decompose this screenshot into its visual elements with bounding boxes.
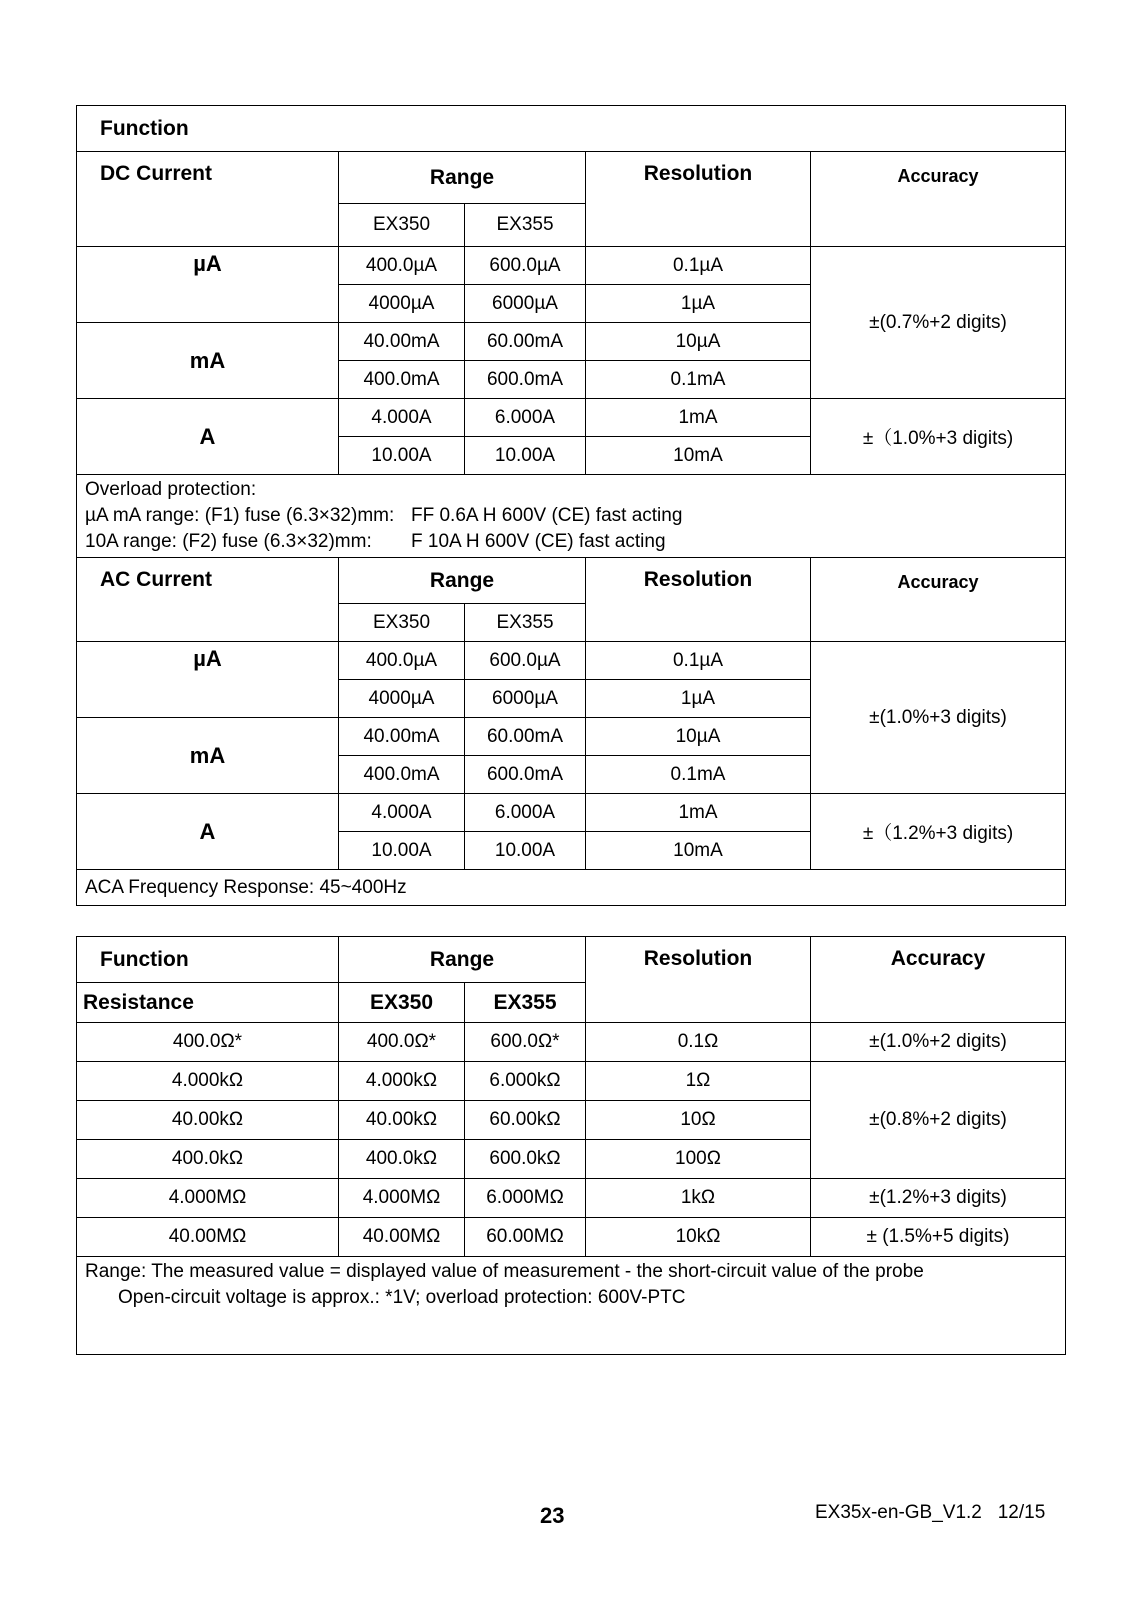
res-cell: 10kΩ <box>586 1218 811 1257</box>
ac-cell: 10.00A <box>339 832 465 870</box>
ac-model-ex355: EX355 <box>465 604 586 642</box>
res-cell: 600.0Ω* <box>465 1023 586 1062</box>
dc-unit-a: A <box>77 399 339 475</box>
dc-accuracy-header: Accuracy <box>811 152 1066 247</box>
res-cell: 40.00MΩ <box>77 1218 339 1257</box>
res-accuracy-2: ±(0.8%+2 digits) <box>811 1062 1066 1179</box>
dc-cell: 6.000A <box>465 399 586 437</box>
res-cell: 400.0Ω* <box>77 1023 339 1062</box>
res-cell: 1kΩ <box>586 1179 811 1218</box>
note-line: Range: The measured value = displayed value of measurement - the short-circuit value of the probe <box>85 1261 924 1282</box>
res-cell: 60.00MΩ <box>465 1218 586 1257</box>
dc-cell: 600.0mA <box>465 361 586 399</box>
res-cell: 60.00kΩ <box>465 1101 586 1140</box>
dc-unit-ua: µA <box>77 247 339 323</box>
res-cell: 100Ω <box>586 1140 811 1179</box>
ac-accuracy-header: Accuracy <box>811 558 1066 642</box>
ac-cell: 10mA <box>586 832 811 870</box>
ac-cell: 10µA <box>586 718 811 756</box>
ac-accuracy-1: ±(1.0%+3 digits) <box>811 642 1066 794</box>
range-header-2: Range <box>339 937 586 983</box>
ac-cell: 0.1µA <box>586 642 811 680</box>
ac-cell: 6000µA <box>465 680 586 718</box>
res-cell: 400.0Ω* <box>339 1023 465 1062</box>
dc-cell: 1mA <box>586 399 811 437</box>
resistance-note <box>77 1257 1066 1355</box>
ac-cell: 0.1mA <box>586 756 811 794</box>
resistance-spec-table <box>76 936 1066 1355</box>
ac-cell: 1µA <box>586 680 811 718</box>
res-accuracy-1: ±(1.0%+2 digits) <box>811 1023 1066 1062</box>
res-cell: 40.00kΩ <box>339 1101 465 1140</box>
dc-cell: 400.0µA <box>339 247 465 285</box>
dc-cell: 0.1mA <box>586 361 811 399</box>
function-header: Function <box>77 106 1066 152</box>
res-cell: 4.000kΩ <box>339 1062 465 1101</box>
dc-accuracy-2: ±（1.0%+3 digits) <box>811 399 1066 475</box>
dc-cell: 10µA <box>586 323 811 361</box>
dc-cell: 10.00A <box>465 437 586 475</box>
dc-resolution-header: Resolution <box>586 152 811 247</box>
ac-cell: 4000µA <box>339 680 465 718</box>
res-cell: 4.000MΩ <box>339 1179 465 1218</box>
res-cell: 400.0kΩ <box>77 1140 339 1179</box>
accuracy-header-2: Accuracy <box>811 937 1066 1023</box>
ac-cell: 6.000A <box>465 794 586 832</box>
ac-cell: 400.0µA <box>339 642 465 680</box>
dc-model-ex350: EX350 <box>339 204 465 247</box>
ac-cell: 600.0mA <box>465 756 586 794</box>
res-cell: 600.0kΩ <box>465 1140 586 1179</box>
ac-cell: 4.000A <box>339 794 465 832</box>
dc-cell: 40.00mA <box>339 323 465 361</box>
note-line: Overload protection: <box>85 479 257 500</box>
dc-cell: 6000µA <box>465 285 586 323</box>
dc-cell: 400.0mA <box>339 361 465 399</box>
res-cell: 40.00MΩ <box>339 1218 465 1257</box>
dc-unit-ma: mA <box>77 323 339 399</box>
ac-cell: 1mA <box>586 794 811 832</box>
ac-resolution-header: Resolution <box>586 558 811 642</box>
res-cell: 10Ω <box>586 1101 811 1140</box>
resolution-header-2: Resolution <box>586 937 811 1023</box>
aca-frequency-note: ACA Frequency Response: 45~400Hz <box>77 870 1066 906</box>
res-cell: 6.000kΩ <box>465 1062 586 1101</box>
dc-cell: 1µA <box>586 285 811 323</box>
res-model-ex355: EX355 <box>465 983 586 1023</box>
res-cell: 4.000MΩ <box>77 1179 339 1218</box>
ac-current-title: AC Current <box>77 558 339 642</box>
ac-model-ex350: EX350 <box>339 604 465 642</box>
dc-overload-note <box>77 475 1066 558</box>
res-cell: 6.000MΩ <box>465 1179 586 1218</box>
res-cell: 400.0kΩ <box>339 1140 465 1179</box>
dc-range-header: Range <box>339 152 586 204</box>
res-cell: 40.00kΩ <box>77 1101 339 1140</box>
dc-cell: 600.0µA <box>465 247 586 285</box>
note-line: Open-circuit voltage is approx.: *1V; overload protection: 600V-PTC <box>118 1287 686 1308</box>
ac-cell: 40.00mA <box>339 718 465 756</box>
res-cell: 1Ω <box>586 1062 811 1101</box>
ac-cell: 600.0µA <box>465 642 586 680</box>
dc-cell: 60.00mA <box>465 323 586 361</box>
res-cell: 4.000kΩ <box>77 1062 339 1101</box>
function-header-2: Function <box>77 937 339 983</box>
ac-unit-ua: µA <box>77 642 339 718</box>
dc-cell: 10mA <box>586 437 811 475</box>
dc-model-ex355: EX355 <box>465 204 586 247</box>
note-line: µA mA range: (F1) fuse (6.3×32)mm: FF 0.6A H 600V (CE) fast acting <box>85 505 683 526</box>
ac-cell: 400.0mA <box>339 756 465 794</box>
dc-cell: 10.00A <box>339 437 465 475</box>
dc-cell: 0.1µA <box>586 247 811 285</box>
ac-cell: 60.00mA <box>465 718 586 756</box>
res-accuracy-3: ±(1.2%+3 digits) <box>811 1179 1066 1218</box>
res-model-ex350: EX350 <box>339 983 465 1023</box>
page-number: 23 <box>540 1503 565 1528</box>
ac-cell: 10.00A <box>465 832 586 870</box>
res-accuracy-4: ± (1.5%+5 digits) <box>811 1218 1066 1257</box>
res-cell: 0.1Ω <box>586 1023 811 1062</box>
ac-range-header: Range <box>339 558 586 604</box>
current-spec-table <box>76 105 1066 906</box>
ac-unit-a: A <box>77 794 339 870</box>
dc-cell: 4000µA <box>339 285 465 323</box>
dc-current-title: DC Current <box>77 152 339 247</box>
document-id: EX35x-en-GB_V1.2 12/15 <box>815 1502 1046 1523</box>
resistance-title: Resistance <box>77 983 339 1023</box>
ac-unit-ma: mA <box>77 718 339 794</box>
note-line: 10A range: (F2) fuse (6.3×32)mm: F 10A H 600V (CE) fast acting <box>85 531 666 552</box>
dc-accuracy-1: ±(0.7%+2 digits) <box>811 247 1066 399</box>
dc-cell: 4.000A <box>339 399 465 437</box>
ac-accuracy-2: ±（1.2%+3 digits) <box>811 794 1066 870</box>
